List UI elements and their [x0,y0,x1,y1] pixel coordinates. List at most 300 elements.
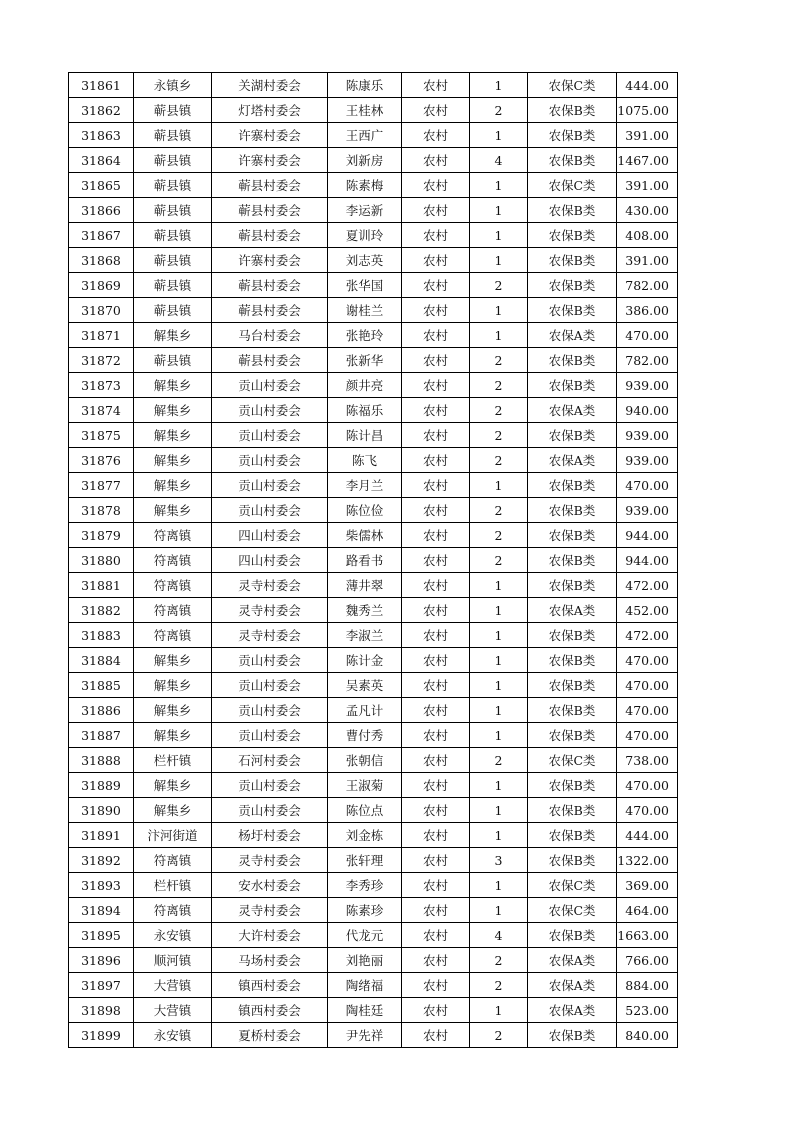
cell-household-count: 1 [470,698,528,723]
cell-township: 永镇乡 [134,73,212,98]
cell-area-type: 农村 [402,98,470,123]
cell-household-count: 4 [470,148,528,173]
cell-area-type: 农村 [402,673,470,698]
cell-village-committee: 贡山村委会 [212,448,328,473]
cell-area-type: 农村 [402,948,470,973]
cell-area-type: 农村 [402,648,470,673]
cell-area-type: 农村 [402,423,470,448]
cell-record-id: 31869 [69,273,134,298]
cell-village-committee: 关湖村委会 [212,73,328,98]
cell-township: 解集乡 [134,648,212,673]
cell-area-type: 农村 [402,323,470,348]
cell-amount: 1075.00 [617,98,678,123]
table-row [69,348,678,373]
cell-township: 蕲县镇 [134,248,212,273]
cell-amount: 840.00 [617,1023,678,1048]
cell-area-type: 农村 [402,598,470,623]
table-row [69,623,678,648]
cell-village-committee: 贡山村委会 [212,473,328,498]
cell-person-name: 陈素梅 [328,173,402,198]
cell-record-id: 31888 [69,748,134,773]
cell-household-count: 2 [470,98,528,123]
cell-person-name: 陶绪福 [328,973,402,998]
cell-person-name: 陈康乐 [328,73,402,98]
cell-township: 蕲县镇 [134,173,212,198]
cell-township: 顺河镇 [134,948,212,973]
table-row [69,873,678,898]
cell-amount: 470.00 [617,798,678,823]
cell-household-count: 1 [470,73,528,98]
cell-household-count: 1 [470,648,528,673]
table-row [69,473,678,498]
cell-person-name: 陶桂廷 [328,998,402,1023]
cell-township: 蕲县镇 [134,198,212,223]
cell-category: 农保A类 [528,948,617,973]
cell-record-id: 31870 [69,298,134,323]
cell-area-type: 农村 [402,348,470,373]
cell-amount: 939.00 [617,423,678,448]
cell-amount: 470.00 [617,698,678,723]
cell-household-count: 2 [470,273,528,298]
cell-person-name: 刘艳丽 [328,948,402,973]
cell-household-count: 4 [470,923,528,948]
cell-household-count: 2 [470,973,528,998]
table-row [69,773,678,798]
cell-area-type: 农村 [402,548,470,573]
table-row [69,523,678,548]
cell-category: 农保A类 [528,398,617,423]
cell-record-id: 31896 [69,948,134,973]
cell-household-count: 1 [470,323,528,348]
cell-person-name: 王西广 [328,123,402,148]
cell-village-committee: 蕲县村委会 [212,173,328,198]
cell-category: 农保B类 [528,548,617,573]
cell-record-id: 31885 [69,673,134,698]
cell-area-type: 农村 [402,198,470,223]
cell-record-id: 31877 [69,473,134,498]
cell-village-committee: 贡山村委会 [212,773,328,798]
cell-township: 符离镇 [134,898,212,923]
cell-household-count: 2 [470,348,528,373]
table-row [69,198,678,223]
cell-village-committee: 灯塔村委会 [212,98,328,123]
cell-person-name: 陈飞 [328,448,402,473]
cell-person-name: 李秀珍 [328,873,402,898]
cell-person-name: 王淑菊 [328,773,402,798]
cell-record-id: 31863 [69,123,134,148]
cell-person-name: 路看书 [328,548,402,573]
cell-category: 农保B类 [528,698,617,723]
cell-household-count: 1 [470,898,528,923]
cell-township: 解集乡 [134,723,212,748]
cell-person-name: 柴儒林 [328,523,402,548]
cell-record-id: 31880 [69,548,134,573]
cell-record-id: 31875 [69,423,134,448]
table-row [69,98,678,123]
cell-area-type: 农村 [402,173,470,198]
cell-village-committee: 贡山村委会 [212,648,328,673]
cell-category: 农保B类 [528,773,617,798]
table-row [69,973,678,998]
cell-person-name: 张轩理 [328,848,402,873]
cell-person-name: 薄井翠 [328,573,402,598]
cell-village-committee: 蕲县村委会 [212,223,328,248]
cell-record-id: 31895 [69,923,134,948]
cell-household-count: 1 [470,298,528,323]
cell-village-committee: 贡山村委会 [212,698,328,723]
cell-amount: 369.00 [617,873,678,898]
cell-village-committee: 贡山村委会 [212,723,328,748]
cell-category: 农保B类 [528,848,617,873]
cell-area-type: 农村 [402,573,470,598]
cell-category: 农保B类 [528,1023,617,1048]
cell-village-committee: 灵寺村委会 [212,598,328,623]
cell-township: 解集乡 [134,773,212,798]
cell-category: 农保A类 [528,448,617,473]
cell-category: 农保C类 [528,748,617,773]
cell-area-type: 农村 [402,373,470,398]
cell-record-id: 31868 [69,248,134,273]
cell-amount: 470.00 [617,473,678,498]
cell-area-type: 农村 [402,873,470,898]
cell-area-type: 农村 [402,748,470,773]
cell-village-committee: 安水村委会 [212,873,328,898]
cell-household-count: 1 [470,223,528,248]
cell-record-id: 31890 [69,798,134,823]
cell-record-id: 31878 [69,498,134,523]
cell-category: 农保B类 [528,823,617,848]
cell-category: 农保B类 [528,498,617,523]
cell-household-count: 1 [470,123,528,148]
cell-area-type: 农村 [402,298,470,323]
cell-amount: 470.00 [617,323,678,348]
cell-category: 农保B类 [528,673,617,698]
cell-record-id: 31889 [69,773,134,798]
cell-area-type: 农村 [402,973,470,998]
cell-village-committee: 灵寺村委会 [212,898,328,923]
table-row [69,548,678,573]
cell-area-type: 农村 [402,73,470,98]
cell-area-type: 农村 [402,698,470,723]
cell-amount: 452.00 [617,598,678,623]
cell-village-committee: 蕲县村委会 [212,348,328,373]
cell-record-id: 31882 [69,598,134,623]
cell-amount: 470.00 [617,648,678,673]
cell-person-name: 夏训玲 [328,223,402,248]
cell-household-count: 2 [470,1023,528,1048]
cell-person-name: 吴素英 [328,673,402,698]
cell-category: 农保A类 [528,323,617,348]
cell-record-id: 31867 [69,223,134,248]
cell-household-count: 1 [470,873,528,898]
cell-category: 农保C类 [528,898,617,923]
table-row [69,273,678,298]
cell-township: 解集乡 [134,398,212,423]
cell-category: 农保B类 [528,573,617,598]
cell-village-committee: 马台村委会 [212,323,328,348]
cell-township: 大营镇 [134,973,212,998]
cell-amount: 464.00 [617,898,678,923]
cell-amount: 939.00 [617,373,678,398]
cell-category: 农保B类 [528,423,617,448]
cell-household-count: 1 [470,598,528,623]
cell-township: 解集乡 [134,698,212,723]
cell-area-type: 农村 [402,798,470,823]
cell-amount: 472.00 [617,623,678,648]
cell-record-id: 31892 [69,848,134,873]
table-row [69,648,678,673]
cell-household-count: 1 [470,198,528,223]
cell-amount: 1322.00 [617,848,678,873]
cell-area-type: 农村 [402,223,470,248]
cell-village-committee: 镇西村委会 [212,973,328,998]
cell-household-count: 2 [470,448,528,473]
cell-person-name: 陈计金 [328,648,402,673]
cell-area-type: 农村 [402,273,470,298]
cell-person-name: 颜井亮 [328,373,402,398]
cell-village-committee: 贡山村委会 [212,423,328,448]
cell-village-committee: 镇西村委会 [212,998,328,1023]
cell-household-count: 2 [470,398,528,423]
table-row [69,998,678,1023]
cell-township: 蕲县镇 [134,148,212,173]
cell-category: 农保B类 [528,298,617,323]
table-row [69,1023,678,1048]
cell-household-count: 2 [470,548,528,573]
cell-person-name: 孟凡计 [328,698,402,723]
cell-area-type: 农村 [402,473,470,498]
cell-household-count: 2 [470,498,528,523]
table-row [69,423,678,448]
cell-amount: 470.00 [617,723,678,748]
cell-category: 农保B类 [528,98,617,123]
cell-category: 农保B类 [528,648,617,673]
cell-household-count: 1 [470,998,528,1023]
cell-amount: 430.00 [617,198,678,223]
cell-category: 农保B类 [528,248,617,273]
cell-amount: 391.00 [617,173,678,198]
cell-amount: 939.00 [617,498,678,523]
cell-person-name: 曹付秀 [328,723,402,748]
cell-township: 解集乡 [134,323,212,348]
cell-village-committee: 许寨村委会 [212,148,328,173]
table-row [69,398,678,423]
cell-household-count: 1 [470,823,528,848]
cell-amount: 408.00 [617,223,678,248]
cell-category: 农保A类 [528,973,617,998]
cell-person-name: 魏秀兰 [328,598,402,623]
table-row [69,898,678,923]
cell-village-committee: 贡山村委会 [212,398,328,423]
cell-category: 农保B类 [528,148,617,173]
cell-village-committee: 灵寺村委会 [212,848,328,873]
table-row [69,173,678,198]
cell-record-id: 31883 [69,623,134,648]
cell-amount: 1663.00 [617,923,678,948]
cell-person-name: 陈位点 [328,798,402,823]
cell-township: 蕲县镇 [134,223,212,248]
cell-township: 解集乡 [134,448,212,473]
table-row [69,298,678,323]
table-row [69,123,678,148]
cell-record-id: 31899 [69,1023,134,1048]
cell-record-id: 31864 [69,148,134,173]
cell-record-id: 31873 [69,373,134,398]
cell-household-count: 1 [470,473,528,498]
cell-amount: 1467.00 [617,148,678,173]
cell-person-name: 陈计昌 [328,423,402,448]
cell-village-committee: 灵寺村委会 [212,573,328,598]
cell-household-count: 2 [470,523,528,548]
cell-village-committee: 贡山村委会 [212,798,328,823]
cell-township: 符离镇 [134,598,212,623]
cell-village-committee: 夏桥村委会 [212,1023,328,1048]
cell-village-committee: 四山村委会 [212,548,328,573]
table-body [69,73,678,1048]
cell-amount: 939.00 [617,448,678,473]
cell-person-name: 李运新 [328,198,402,223]
cell-category: 农保B类 [528,473,617,498]
cell-category: 农保B类 [528,623,617,648]
table-row [69,448,678,473]
cell-category: 农保C类 [528,73,617,98]
cell-township: 符离镇 [134,548,212,573]
cell-township: 蕲县镇 [134,298,212,323]
cell-amount: 766.00 [617,948,678,973]
cell-area-type: 农村 [402,623,470,648]
cell-category: 农保B类 [528,523,617,548]
cell-amount: 940.00 [617,398,678,423]
cell-amount: 944.00 [617,523,678,548]
table-row [69,248,678,273]
table-row [69,323,678,348]
cell-record-id: 31884 [69,648,134,673]
cell-record-id: 31891 [69,823,134,848]
cell-area-type: 农村 [402,773,470,798]
cell-person-name: 李月兰 [328,473,402,498]
cell-person-name: 刘志英 [328,248,402,273]
cell-area-type: 农村 [402,248,470,273]
cell-record-id: 31893 [69,873,134,898]
cell-township: 永安镇 [134,1023,212,1048]
cell-record-id: 31874 [69,398,134,423]
cell-township: 符离镇 [134,523,212,548]
cell-amount: 884.00 [617,973,678,998]
cell-record-id: 31865 [69,173,134,198]
cell-village-committee: 贡山村委会 [212,373,328,398]
cell-amount: 944.00 [617,548,678,573]
cell-household-count: 1 [470,798,528,823]
cell-person-name: 陈福乐 [328,398,402,423]
cell-township: 汴河街道 [134,823,212,848]
cell-household-count: 1 [470,723,528,748]
cell-person-name: 王桂林 [328,98,402,123]
cell-amount: 444.00 [617,823,678,848]
cell-household-count: 2 [470,423,528,448]
cell-area-type: 农村 [402,823,470,848]
cell-category: 农保B类 [528,923,617,948]
cell-person-name: 张艳玲 [328,323,402,348]
cell-area-type: 农村 [402,898,470,923]
cell-village-committee: 贡山村委会 [212,498,328,523]
cell-record-id: 31872 [69,348,134,373]
cell-category: 农保A类 [528,998,617,1023]
cell-township: 栏杆镇 [134,748,212,773]
cell-area-type: 农村 [402,1023,470,1048]
cell-household-count: 1 [470,773,528,798]
cell-category: 农保B类 [528,798,617,823]
cell-record-id: 31879 [69,523,134,548]
cell-person-name: 刘金栋 [328,823,402,848]
cell-area-type: 农村 [402,448,470,473]
cell-household-count: 3 [470,848,528,873]
cell-area-type: 农村 [402,723,470,748]
cell-amount: 391.00 [617,248,678,273]
cell-township: 蕲县镇 [134,273,212,298]
cell-township: 蕲县镇 [134,123,212,148]
cell-amount: 523.00 [617,998,678,1023]
cell-village-committee: 大许村委会 [212,923,328,948]
cell-category: 农保C类 [528,173,617,198]
cell-record-id: 31871 [69,323,134,348]
cell-area-type: 农村 [402,998,470,1023]
cell-township: 蕲县镇 [134,348,212,373]
cell-area-type: 农村 [402,123,470,148]
cell-township: 大营镇 [134,998,212,1023]
table-row [69,698,678,723]
cell-person-name: 张朝信 [328,748,402,773]
cell-category: 农保C类 [528,873,617,898]
table-row [69,148,678,173]
table-row [69,748,678,773]
cell-township: 解集乡 [134,373,212,398]
table-row [69,573,678,598]
cell-area-type: 农村 [402,848,470,873]
cell-township: 符离镇 [134,623,212,648]
cell-record-id: 31898 [69,998,134,1023]
cell-household-count: 1 [470,673,528,698]
cell-township: 符离镇 [134,848,212,873]
cell-township: 解集乡 [134,798,212,823]
table-row [69,823,678,848]
table-row [69,598,678,623]
cell-category: 农保B类 [528,373,617,398]
cell-household-count: 1 [470,248,528,273]
cell-village-committee: 蕲县村委会 [212,273,328,298]
cell-township: 解集乡 [134,498,212,523]
cell-township: 解集乡 [134,473,212,498]
cell-household-count: 1 [470,573,528,598]
table-row [69,73,678,98]
cell-area-type: 农村 [402,148,470,173]
cell-amount: 470.00 [617,773,678,798]
cell-area-type: 农村 [402,923,470,948]
cell-category: 农保B类 [528,123,617,148]
cell-amount: 782.00 [617,348,678,373]
cell-household-count: 2 [470,748,528,773]
table-row [69,948,678,973]
beneficiary-table [68,72,678,1048]
table-row [69,673,678,698]
cell-amount: 782.00 [617,273,678,298]
cell-person-name: 谢桂兰 [328,298,402,323]
cell-person-name: 张新华 [328,348,402,373]
cell-person-name: 李淑兰 [328,623,402,648]
table-row [69,223,678,248]
cell-township: 永安镇 [134,923,212,948]
cell-record-id: 31861 [69,73,134,98]
cell-person-name: 代龙元 [328,923,402,948]
